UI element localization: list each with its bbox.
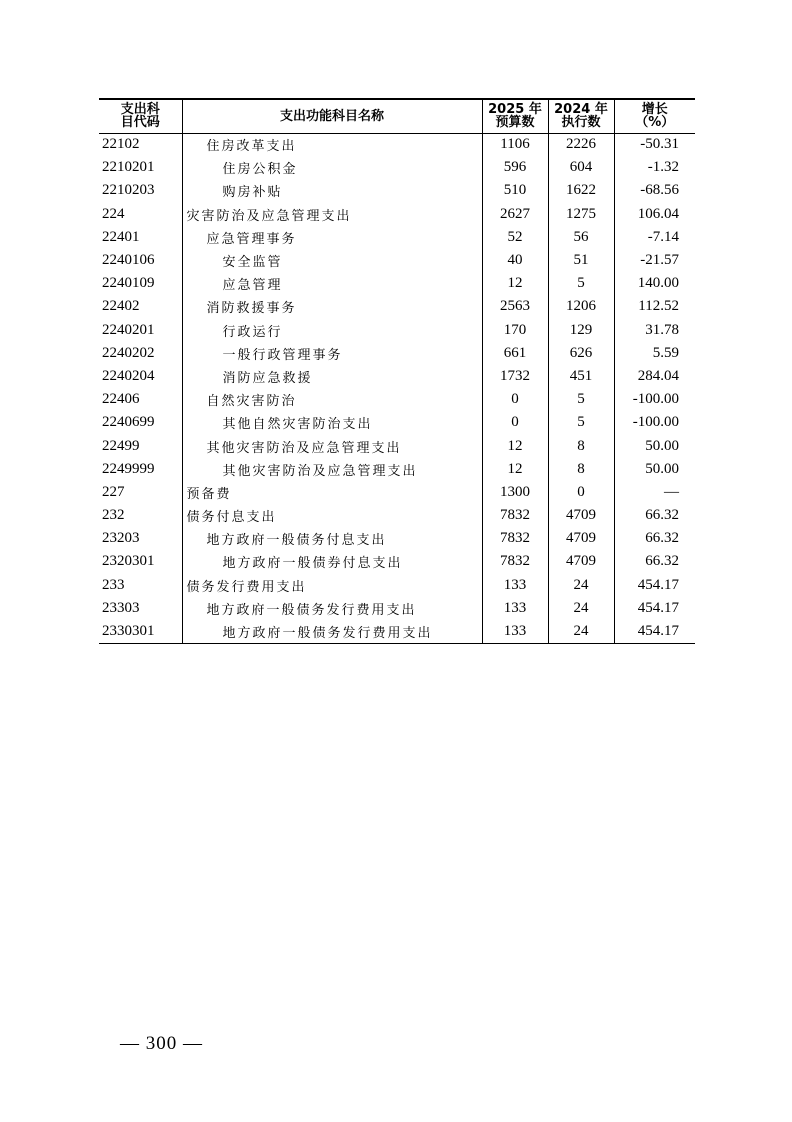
row-exec-2024: 1622	[548, 179, 614, 202]
table-row	[99, 550, 695, 573]
row-exec-2024: 24	[548, 620, 614, 643]
table-row	[99, 411, 695, 434]
row-budget-2025: 1300	[482, 481, 548, 504]
row-name: 地方政府一般债券付息支出	[182, 550, 482, 573]
row-code: 2330301	[99, 620, 182, 643]
row-growth: 454.17	[614, 620, 695, 643]
row-exec-2024: 1206	[548, 295, 614, 318]
table-row	[99, 527, 695, 550]
row-exec-2024: 8	[548, 434, 614, 457]
row-budget-2025: 661	[482, 342, 548, 365]
row-code: 233	[99, 574, 182, 597]
row-name: 一般行政管理事务	[182, 342, 482, 365]
row-exec-2024: 2226	[548, 133, 614, 156]
table-row	[99, 179, 695, 202]
row-name: 住房公积金	[182, 156, 482, 179]
row-growth: 66.32	[645, 507, 679, 524]
table-row	[99, 272, 695, 295]
row-budget-2025: 2627	[482, 203, 548, 226]
row-name: 应急管理事务	[182, 226, 482, 249]
row-budget-2025: 133	[482, 620, 548, 643]
row-exec-2024: 1275	[548, 203, 614, 226]
row-budget-2025: 133	[482, 574, 548, 597]
row-growth: 454.17	[637, 599, 679, 616]
row-name: 住房改革支出	[182, 133, 482, 156]
row-code: 2240106	[99, 249, 182, 272]
row-budget-2025: 596	[482, 156, 548, 179]
row-code: 2210201	[99, 156, 182, 179]
table-header-row	[99, 99, 695, 133]
row-growth: -50.31	[640, 136, 679, 153]
row-growth: 112.52	[638, 298, 679, 315]
row-name: 预备费	[182, 481, 482, 504]
row-code: 2249999	[99, 458, 182, 481]
row-growth: 31.78	[645, 321, 679, 338]
row-code: 2240202	[99, 342, 182, 365]
row-exec-2024: 0	[548, 481, 614, 504]
row-growth: 5.59	[652, 344, 679, 361]
row-budget-2025: 12	[482, 458, 548, 481]
row-budget-2025: 7832	[482, 527, 548, 550]
row-growth: —	[664, 483, 679, 500]
row-exec-2024: 626	[548, 342, 614, 365]
row-exec-2024: 604	[548, 156, 614, 179]
row-budget-2025: 7832	[482, 504, 548, 527]
row-exec-2024: 56	[548, 226, 614, 249]
row-code: 224	[99, 203, 182, 226]
row-budget-2025: 170	[482, 319, 548, 342]
row-growth: 106.04	[637, 205, 679, 222]
row-exec-2024: 5	[548, 388, 614, 411]
row-exec-2024: 4709	[548, 527, 614, 550]
table-row	[99, 620, 695, 643]
table-row	[99, 295, 695, 318]
table-row	[99, 319, 695, 342]
table-row	[99, 203, 695, 226]
row-name: 消防应急救援	[182, 365, 482, 388]
row-budget-2025: 1106	[482, 133, 548, 156]
row-growth: -100.00	[632, 414, 679, 431]
row-code: 2240201	[99, 319, 182, 342]
row-growth: -7.14	[647, 228, 679, 245]
row-growth: 454.17	[637, 576, 679, 593]
row-exec-2024: 5	[548, 272, 614, 295]
header-name: 支出功能科目名称	[182, 99, 482, 133]
row-exec-2024: 4709	[548, 550, 614, 573]
row-code: 23203	[99, 527, 182, 550]
row-exec-2024: 4709	[548, 504, 614, 527]
row-code: 23303	[99, 597, 182, 620]
header-budget-2025: 2025 年 预算数	[482, 99, 548, 133]
header-code: 支出科 目代码	[99, 99, 182, 133]
row-code: 22402	[99, 295, 182, 318]
row-budget-2025: 12	[482, 434, 548, 457]
row-exec-2024: 129	[548, 319, 614, 342]
row-code: 22499	[99, 434, 182, 457]
row-name: 购房补贴	[182, 179, 482, 202]
row-name: 地方政府一般债务付息支出	[182, 527, 482, 550]
row-name: 其他灾害防治及应急管理支出	[182, 434, 482, 457]
table-body	[99, 133, 695, 643]
row-name: 债务发行费用支出	[182, 574, 482, 597]
row-name: 其他自然灾害防治支出	[182, 411, 482, 434]
row-growth: 140.00	[637, 275, 679, 292]
row-name: 地方政府一般债务发行费用支出	[182, 597, 482, 620]
table-row	[99, 388, 695, 411]
row-name: 消防救援事务	[182, 295, 482, 318]
row-name: 自然灾害防治	[182, 388, 482, 411]
row-budget-2025: 133	[482, 597, 548, 620]
row-budget-2025: 12	[482, 272, 548, 295]
row-code: 2240699	[99, 411, 182, 434]
row-exec-2024: 51	[548, 249, 614, 272]
row-growth: -1.32	[647, 159, 679, 176]
row-exec-2024: 8	[548, 458, 614, 481]
table-row	[99, 481, 695, 504]
row-budget-2025: 0	[482, 411, 548, 434]
row-growth: 50.00	[645, 437, 679, 454]
table-row	[99, 434, 695, 457]
row-code: 22401	[99, 226, 182, 249]
row-exec-2024: 5	[548, 411, 614, 434]
table-row	[99, 504, 695, 527]
row-code: 232	[99, 504, 182, 527]
row-name: 其他灾害防治及应急管理支出	[182, 458, 482, 481]
row-name: 债务付息支出	[182, 504, 482, 527]
table-row	[99, 226, 695, 249]
row-budget-2025: 40	[482, 249, 548, 272]
row-exec-2024: 24	[548, 597, 614, 620]
row-budget-2025: 1732	[482, 365, 548, 388]
table-row	[99, 574, 695, 597]
table-row	[99, 458, 695, 481]
row-growth: -21.57	[640, 252, 679, 269]
row-growth: 66.32	[645, 553, 679, 570]
table-row	[99, 133, 695, 156]
row-budget-2025: 7832	[482, 550, 548, 573]
row-growth: 66.32	[645, 530, 679, 547]
row-budget-2025: 2563	[482, 295, 548, 318]
row-growth: 284.04	[637, 367, 679, 384]
header-exec-2024: 2024 年 执行数	[548, 99, 614, 133]
row-budget-2025: 0	[482, 388, 548, 411]
row-name: 应急管理	[182, 272, 482, 295]
table-row	[99, 249, 695, 272]
row-code: 22406	[99, 388, 182, 411]
table-row	[99, 156, 695, 179]
row-budget-2025: 510	[482, 179, 548, 202]
table-row	[99, 342, 695, 365]
row-name: 安全监管	[182, 249, 482, 272]
row-code: 227	[99, 481, 182, 504]
table-row	[99, 365, 695, 388]
row-name: 灾害防治及应急管理支出	[182, 203, 482, 226]
row-growth: -100.00	[632, 391, 679, 408]
row-exec-2024: 451	[548, 365, 614, 388]
row-code: 2210203	[99, 179, 182, 202]
budget-table	[99, 98, 695, 644]
row-name: 行政运行	[182, 319, 482, 342]
row-name: 地方政府一般债务发行费用支出	[182, 620, 482, 643]
row-code: 2240204	[99, 365, 182, 388]
row-growth: 50.00	[645, 460, 679, 477]
row-code: 2240109	[99, 272, 182, 295]
row-budget-2025: 52	[482, 226, 548, 249]
row-code: 2320301	[99, 550, 182, 573]
row-growth: -68.56	[640, 182, 679, 199]
row-code: 22102	[99, 133, 182, 156]
table-row	[99, 597, 695, 620]
page-number: — 300 —	[120, 1033, 203, 1054]
header-growth: 增长 （%）	[614, 99, 695, 133]
row-exec-2024: 24	[548, 574, 614, 597]
